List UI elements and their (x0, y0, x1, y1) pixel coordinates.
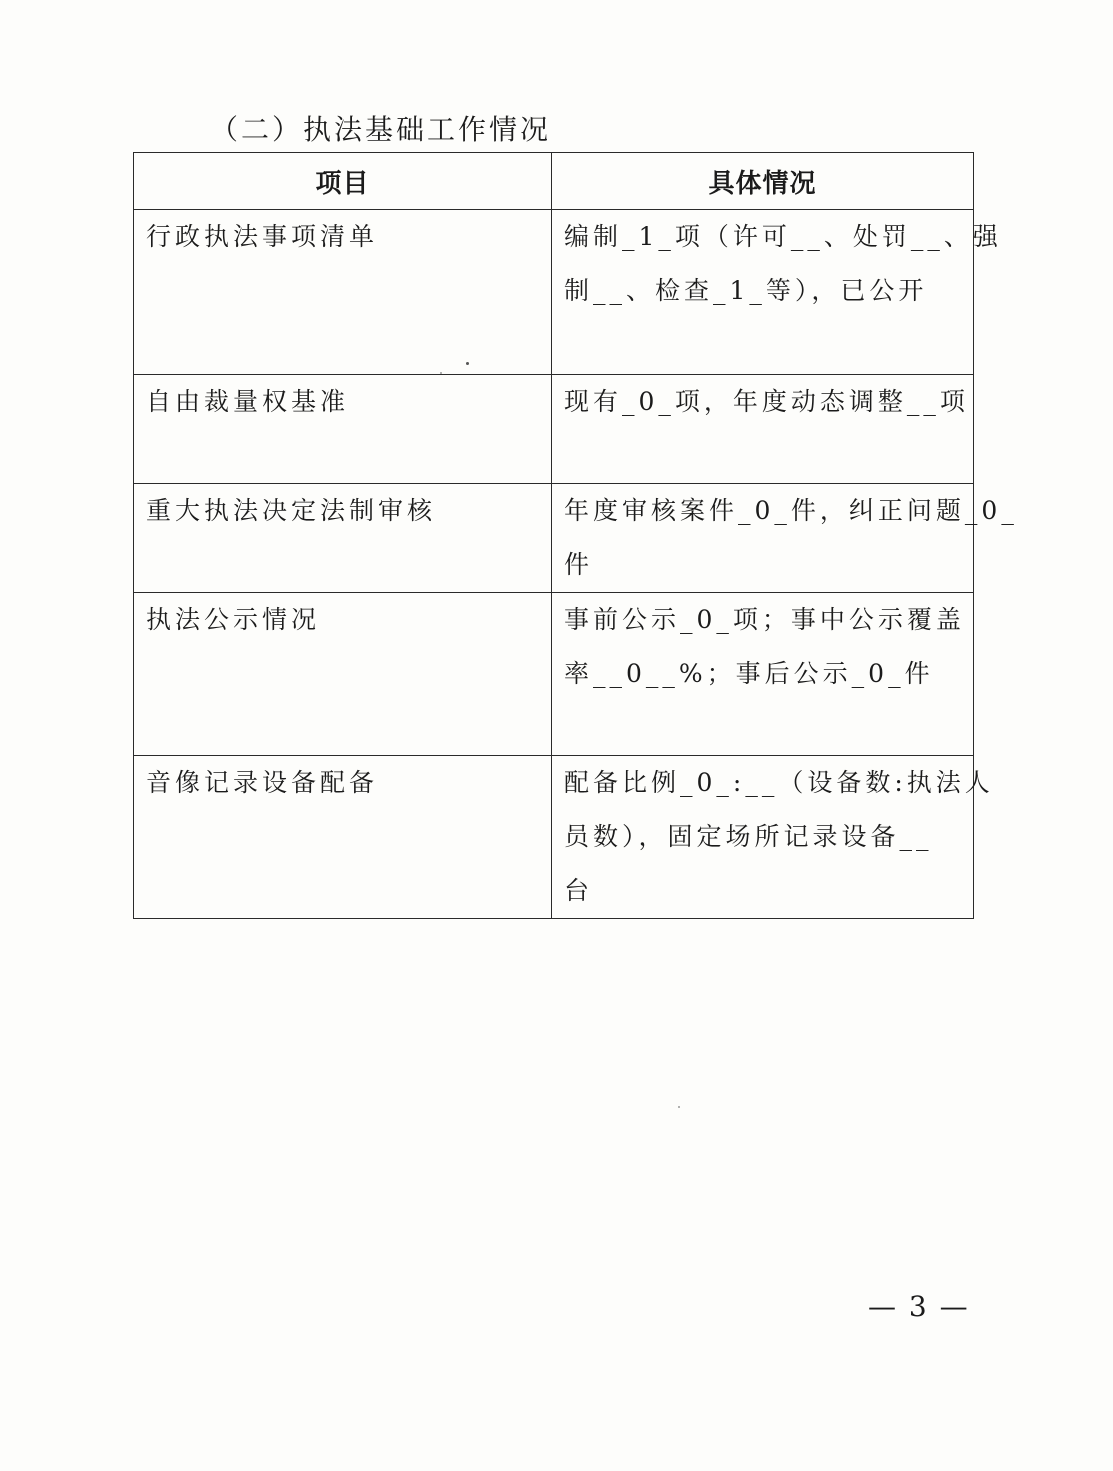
detail-line: 台 (564, 876, 594, 905)
detail-line: 配备比例_0_:__（设备数:执法人 (564, 768, 994, 797)
section-title: （二）执法基础工作情况 (210, 113, 552, 146)
detail-line: 编制_1_项（许可__、处罚__、强 (564, 222, 1002, 251)
detail-line: 员数），固定场所记录设备__ (564, 822, 933, 851)
table-row (134, 484, 974, 593)
header-item: 项目 (134, 153, 552, 210)
row-detail (552, 593, 974, 756)
row-item-label: 执法公示情况 (134, 593, 552, 756)
scan-speck (678, 1106, 680, 1108)
row-item-label: 行政执法事项清单 (134, 210, 552, 375)
row-detail (552, 484, 1018, 593)
header-detail: 具体情况 (552, 153, 974, 210)
row-detail (552, 756, 994, 919)
page-number: — 3 — (868, 1290, 970, 1323)
detail-line: 制__、检查_1_等），已公开 (564, 276, 928, 305)
row-item-label: 自由裁量权基准 (134, 375, 552, 484)
table-row (134, 756, 974, 919)
table-header-row (134, 153, 974, 210)
row-item-label: 重大执法决定法制审核 (134, 484, 552, 593)
detail-line: 件 (564, 550, 594, 579)
scan-speck (466, 362, 469, 365)
detail-line: 率__0__%；事后公示_0_件 (564, 659, 934, 688)
row-detail (552, 375, 974, 484)
detail-line: 事前公示_0_项；事中公示覆盖 (564, 605, 965, 634)
detail-line: 年度审核案件_0_件，纠正问题_0_ (564, 496, 1018, 525)
table-row (134, 210, 974, 375)
table-row (134, 375, 974, 484)
scan-speck (440, 372, 442, 374)
detail-line: 现有_0_项，年度动态调整__项 (564, 387, 969, 416)
table-row (134, 593, 974, 756)
enforcement-info-table (133, 152, 1018, 919)
row-item-label: 音像记录设备配备 (134, 756, 552, 919)
row-detail (552, 210, 1002, 375)
